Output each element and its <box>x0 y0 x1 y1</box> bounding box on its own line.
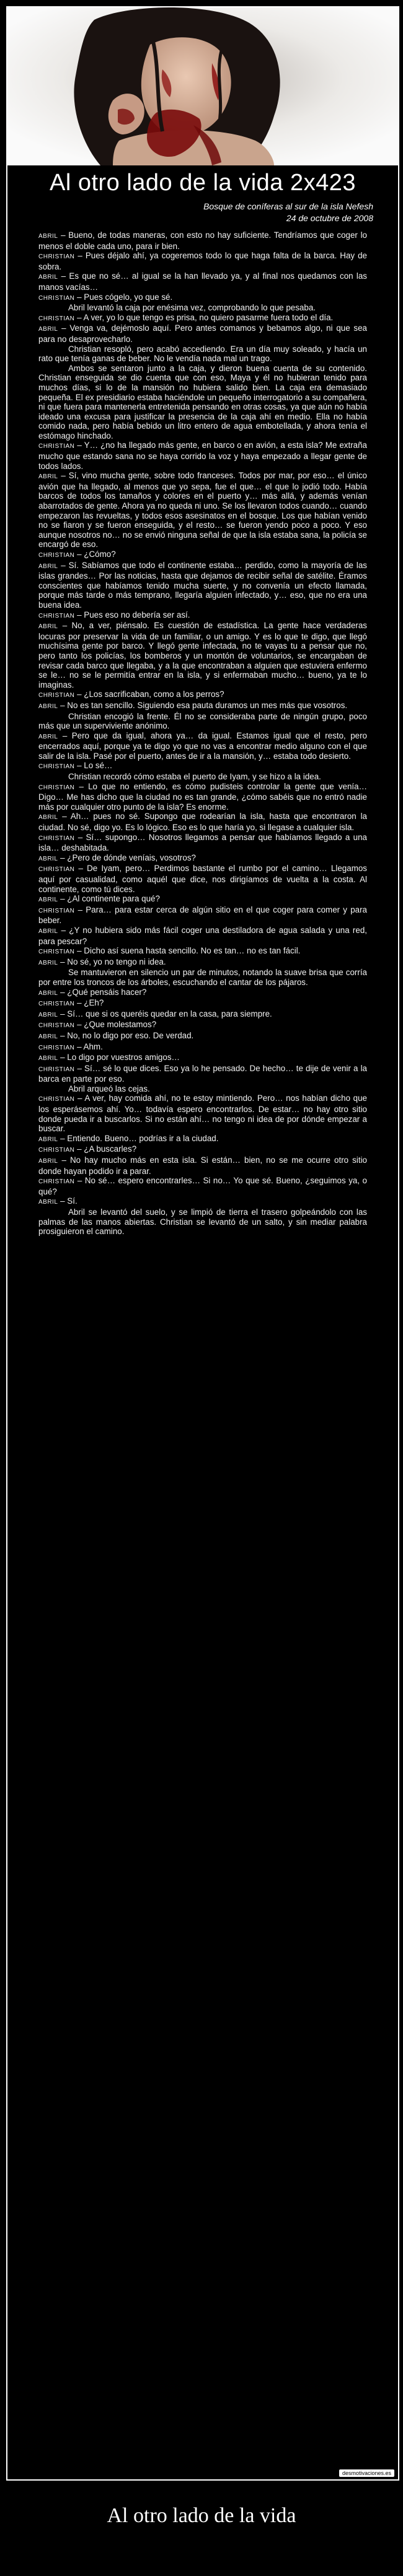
paragraph-text: – No es tan sencillo. Siguiendo esa pauta duramos un mes más que vosotros. <box>58 700 348 710</box>
speaker-name: ABRIL <box>38 1199 58 1206</box>
story-paragraph <box>38 1176 367 1196</box>
paragraph-text: Christian recordó cómo estaba el puerto de Iyam, y se hizo a la idea. <box>68 772 321 782</box>
story-paragraph <box>38 853 367 864</box>
speaker-name: CHRISTIAN <box>38 253 75 261</box>
paragraph-text: – Sí, vino mucha gente, sobre todo franceses. Todos por mar, por eso… el único avión que ha llegado, al menos que yo sepa, fue el que… el que lo jodió todo. Había barcos de todos los tamaños y colores en el puerto y… más allá, y además venían abarrotados de gente. Ahora ya no queda ni uno. Se los llevaron todos cuando… cuando empezaron las revueltas, y todos esos asesinatos en el bosque. Los que habían venido no se fiaron y se fueron enseguida, y el resto… se fueron yendo poco a poco. Y eso aunque nosotros no… no se envió ninguna señal de que la isla estaba sana, la policía se encargó de eso. <box>38 471 367 550</box>
subtitle-date: 24 de octubre de 2008 <box>286 213 373 223</box>
speaker-name: ABRIL <box>38 623 58 631</box>
story-paragraph <box>38 621 367 690</box>
story-paragraph <box>38 812 367 832</box>
paragraph-text: Ambos se sentaron junto a la caja, y dieron buena cuenta de su contenido. Christian enseguida se dio cuenta que con eso, Maya y él no hubieran tenido para muchos días, si lo de la mansión no hubiera salido bien. La caja era demasiado pequeña. El ex presidiario estaba haciéndole un pequeño interrogatorio a su compañera, ni que fuera para mantenerla entretenida pensando en otras cosas, ya que aún no había ideado una excusa para justificar la presencia de la caja ahí en medio. Ella no había comido nada, pero había bebido un litro entero de agua embotellada, y ahora tenía el estómago hinchado. <box>38 363 367 440</box>
paragraph-text: – Es que no sé… al igual se la han llevado ya, y al final nos quedamos con las manos vacías… <box>38 271 367 292</box>
paragraph-text: – Pues eso no debería ser así. <box>74 610 190 620</box>
story-paragraph <box>38 968 367 987</box>
paragraph-text: Se mantuvieron en silencio un par de minutos, notando la suave brisa que corría por entre los troncos de los árboles, escuchando el cantar de los pájaros. <box>38 968 367 987</box>
paragraph-text: – ¿Cómo? <box>74 550 116 559</box>
speaker-name: ABRIL <box>38 989 58 997</box>
story-paragraph <box>38 1207 367 1237</box>
paragraph-text: – ¿Al continente para qué? <box>58 894 160 904</box>
speaker-name: CHRISTIAN <box>38 763 75 771</box>
paragraph-text: – A ver, yo lo que tengo es prisa, no quiero pasarme fuera todo el día. <box>74 312 334 322</box>
paragraph-text: – Bueno, de todas maneras, con esto no hay suficiente. Tendríamos que coger lo menos el doble cada uno, para ir bien. <box>38 230 367 251</box>
speaker-name: CHRISTIAN <box>38 835 75 842</box>
story-paragraph <box>38 712 367 731</box>
paragraph-text: Christian resopló, pero acabó accediendo. Era un día muy soleado, y hacía un rato que tenía ganas de beber. No le vendía nada mal un trago. <box>38 344 367 364</box>
story-paragraph <box>38 1053 367 1064</box>
paragraph-text: – Sí… supongo… Nosotros llegamos a pensar que habíamos llegado a una isla… deshabitada. <box>38 832 367 853</box>
poster-subtitle <box>203 201 373 224</box>
story-paragraph <box>38 1155 367 1176</box>
speaker-name: ABRIL <box>38 233 58 240</box>
story-paragraph <box>38 701 367 712</box>
story-paragraph <box>38 946 367 957</box>
speaker-name: ABRIL <box>38 326 58 333</box>
speaker-name: ABRIL <box>38 733 58 740</box>
paragraph-text: Abril arqueó las cejas. <box>68 1084 150 1093</box>
paragraph-text: – ¿Los sacrificaban, como a los perros? <box>74 690 224 699</box>
paragraph-text: – ¿Pero de dónde veníais, vosotros? <box>58 852 196 862</box>
speaker-name: CHRISTIAN <box>38 1066 75 1073</box>
paragraph-text: – ¿Y no hubiera sido más fácil coger una destiladora de agua salada y una red, para pescar? <box>38 925 367 946</box>
story-paragraph <box>38 303 367 313</box>
speaker-name: ABRIL <box>38 927 58 935</box>
story-paragraph <box>38 1031 367 1042</box>
story-paragraph <box>38 957 367 968</box>
speaker-name: CHRISTIAN <box>38 443 75 450</box>
story-paragraph <box>38 550 367 561</box>
paragraph-text: – No, no lo digo por eso. De verdad. <box>58 1030 194 1040</box>
paragraph-text: – No, a ver, piénsalo. Es cuestión de estadística. La gente hace verdaderas locuras por preservar la vida de un familiar, o un amigo. Y es lo que te digo, que llegó muchísima gente por barco. Y llegó gente infectada, no te vayas tu a pensar que no, pero tanto los policías, los bomberos y un montón de voluntarios, se encargaban de revisar cada barco que llegaba, y a la que encontraban a alguien que estuviera enfermo se le… no se le permitía entrar en la isla, y si enfermaban mucho… bueno, ya te lo imaginas. <box>38 621 367 690</box>
story-paragraph <box>38 690 367 701</box>
paragraph-text: – Ahm. <box>74 1041 103 1051</box>
speaker-name: ABRIL <box>38 855 58 862</box>
story-paragraph <box>38 323 367 344</box>
story-paragraph <box>38 313 367 324</box>
site-watermark[interactable]: desmotivaciones.es <box>339 2469 394 2477</box>
paragraph-text: – Sí… que si os queréis quedar en la casa, para siempre. <box>58 1009 272 1019</box>
paragraph-text: Abril se levantó del suelo, y se limpió de tierra el trasero golpeándolo con las palmas de las manos abiertas. Christian se levantó de un salto, y sin mediar palabra prosiguieron el camino. <box>38 1207 367 1237</box>
poster-title: Al otro lado de la vida 2x423 <box>49 170 356 196</box>
paragraph-text: – A ver, hay comida ahí, no te estoy mintiendo. Pero… nos habían dicho que los esperásemos ahí. Yo… todavía espero encontrarlos. De estar… no hay otro sitio donde pueda ir a buscarlos. Si no están ahí… no tengo ni idea de por dónde empezar a buscar. <box>38 1093 367 1134</box>
story-paragraph <box>38 1084 367 1094</box>
speaker-name: ABRIL <box>38 814 58 821</box>
speaker-name: CHRISTIAN <box>38 294 75 302</box>
paragraph-text: – Lo digo por vuestros amigos… <box>58 1053 180 1062</box>
paragraph-text: – Lo sé… <box>74 761 113 771</box>
story-paragraph <box>38 731 367 761</box>
story-paragraph <box>38 1042 367 1053</box>
paragraph-text: – ¿A buscarles? <box>74 1144 137 1154</box>
story-paragraph <box>38 1196 367 1207</box>
speaker-name: CHRISTIAN <box>38 907 75 914</box>
paragraph-text: – ¿Eh? <box>74 998 104 1008</box>
speaker-name: CHRISTIAN <box>38 692 75 699</box>
story-paragraph <box>38 1009 367 1020</box>
paragraph-text: – Ah… pues no sé. Supongo que rodearían la isla, hasta que encontraron la ciudad. No sé, digo yo. Es lo lógico. Eso es lo que haría yo, si llegase a cualquier isla. <box>38 812 367 833</box>
story-paragraph <box>38 1064 367 1084</box>
speaker-name: CHRISTIAN <box>38 948 75 956</box>
story-paragraph <box>38 364 367 441</box>
poster-frame <box>6 6 399 2481</box>
speaker-name: CHRISTIAN <box>38 1044 75 1051</box>
speaker-name: ABRIL <box>38 1055 58 1062</box>
story-paragraph <box>38 833 367 853</box>
paragraph-text: – Pero que da igual, ahora ya… da igual. Estamos igual que el resto, pero encerrados aquí, porque ya te digo yo que no vas a encontrar medio alguno con el que salir de la isla. Pasé por el puerto, antes de ir a la mansión, y… estaba todo desierto. <box>38 730 367 761</box>
story-paragraph <box>38 610 367 621</box>
story-paragraph <box>38 1093 367 1133</box>
story-paragraph <box>38 561 367 610</box>
speaker-name: ABRIL <box>38 1011 58 1019</box>
paragraph-text: Abril levantó la caja por enésima vez, comprobando lo que pesaba. <box>68 303 316 313</box>
paragraph-text: – Pues déjalo ahí, ya cogeremos todo lo que haga falta de la barca. Hay de sobra. <box>38 251 367 271</box>
paragraph-text: – No sé… espero encontrarles… Si no… Yo que sé. Bueno, ¿seguimos ya, o qué? <box>38 1176 367 1196</box>
hero-illustration <box>7 7 398 165</box>
speaker-name: ABRIL <box>38 1033 58 1040</box>
story-paragraph <box>38 761 367 772</box>
subtitle-location: Bosque de coníferas al sur de la isla Nefesh <box>203 201 373 211</box>
speaker-name: ABRIL <box>38 563 58 570</box>
speaker-name: CHRISTIAN <box>38 1096 75 1103</box>
paragraph-text: – Sí. Sabíamos que todo el continente estaba… perdido, como la mayoría de las islas grandes… Por las noticias, hasta que dejamos de recibir señal de satélite. Éramos conscientes que habíamos tenido mucha suerte, y no convenía un efecto llamada, porque más tarde o más temprano, llegaría alguien infectado, y… eso, que no era una buena idea. <box>38 560 367 610</box>
paragraph-text: – Venga va, dejémoslo aquí. Pero antes comamos y bebamos algo, ni que sea para no desaprovecharlo. <box>38 323 367 344</box>
speaker-name: ABRIL <box>38 703 58 710</box>
hero-image <box>7 7 398 165</box>
paragraph-text: – Lo que no entiendo, es cómo pudisteis controlar la gente que venía… Digo… Me has dicho que la ciudad no es tan grande, ¿cómo sabéis que no entró nadie más por cualquier otro punto de la isla? Es enorme. <box>38 781 367 812</box>
story-paragraph <box>38 292 367 304</box>
paragraph-text: – ¿Qué pensáis hacer? <box>58 987 147 997</box>
story-paragraph <box>38 988 367 999</box>
paragraph-text: – De Iyam, pero… Perdimos bastante el rumbo por el camino… Llegamos aquí por casualidad, como aquél que dice, nos dirigíamos de vuelta a la costa. Al continente, como tú dices. <box>38 864 367 894</box>
story-paragraph <box>38 1144 367 1155</box>
story-paragraph <box>38 271 367 292</box>
speaker-name: CHRISTIAN <box>38 1147 75 1154</box>
paragraph-text: – Sí… sé lo que dices. Eso ya lo he pensado. De hecho… te dije de venir a la barca en parte por eso. <box>38 1063 367 1084</box>
paragraph-text: Christian encogió la frente. Él no se consideraba parte de ningún grupo, poco más que un superviviente anónimo. <box>38 711 367 731</box>
story-paragraph <box>38 230 367 251</box>
paragraph-text: – No sé, yo no tengo ni idea. <box>58 957 166 966</box>
paragraph-text: – ¿Que molestamos? <box>74 1020 157 1030</box>
speaker-name: ABRIL <box>38 473 58 481</box>
story-paragraph <box>38 894 367 905</box>
speaker-name: CHRISTIAN <box>38 552 75 559</box>
story-paragraph <box>38 344 367 364</box>
speaker-name: ABRIL <box>38 896 58 904</box>
speaker-name: ABRIL <box>38 1158 58 1165</box>
story-paragraph <box>38 905 367 926</box>
speaker-name: ABRIL <box>38 1136 58 1143</box>
paragraph-text: – Para… para estar cerca de algún sitio en el que coger para comer y para beber. <box>38 905 367 926</box>
story-paragraph <box>38 772 367 782</box>
story-paragraph <box>38 1134 367 1145</box>
speaker-name: ABRIL <box>38 959 58 966</box>
story-text <box>38 230 367 1237</box>
story-paragraph <box>38 440 367 471</box>
page-caption: Al otro lado de la vida <box>107 2504 296 2527</box>
paragraph-text: – No hay mucho más en esta isla. Si están… bien, no se me ocurre otro sitio donde hayan podido ir a parar. <box>38 1155 367 1176</box>
story-paragraph <box>38 926 367 946</box>
speaker-name: CHRISTIAN <box>38 1022 75 1030</box>
paragraph-text: – Entiendo. Bueno… podrías ir a la ciudad. <box>58 1133 219 1143</box>
paragraph-text: – Dicho así suena hasta sencillo. No es tan… no es tan fácil. <box>74 946 301 956</box>
speaker-name: CHRISTIAN <box>38 315 75 322</box>
story-paragraph <box>38 1020 367 1031</box>
speaker-name: ABRIL <box>38 274 58 281</box>
paragraph-text: – Sí. <box>58 1196 78 1206</box>
story-paragraph <box>38 251 367 271</box>
paragraph-text: – Pues cógelo, yo que sé. <box>74 292 173 302</box>
speaker-name: CHRISTIAN <box>38 1001 75 1008</box>
paragraph-text: – Y… ¿no ha llegado más gente, en barco o en avión, a esta isla? Me extraña mucho que estando sana no se haya corrido la voz y haya empezado a llegar gente de todos lados. <box>38 440 367 471</box>
story-paragraph <box>38 782 367 812</box>
story-paragraph <box>38 998 367 1009</box>
story-paragraph <box>38 864 367 894</box>
speaker-name: CHRISTIAN <box>38 1178 75 1186</box>
speaker-name: CHRISTIAN <box>38 784 75 791</box>
speaker-name: CHRISTIAN <box>38 866 75 874</box>
speaker-name: CHRISTIAN <box>38 612 75 620</box>
story-paragraph <box>38 471 367 550</box>
